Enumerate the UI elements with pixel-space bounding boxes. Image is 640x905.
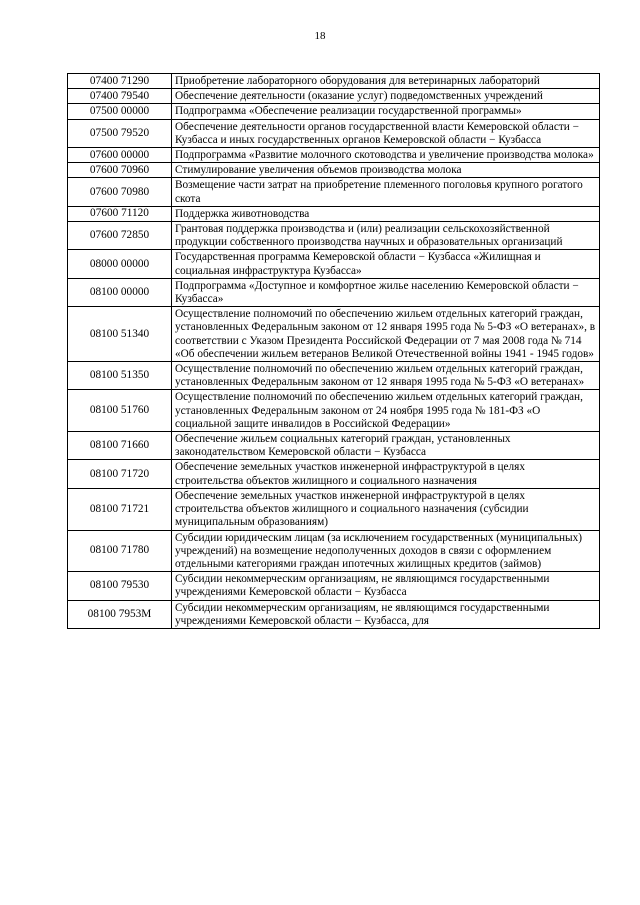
row-code: 08100 71720 (68, 460, 172, 488)
table-row (68, 390, 600, 432)
table-row (68, 89, 600, 104)
row-code: 07400 79540 (68, 89, 172, 104)
row-code: 08100 79530 (68, 572, 172, 600)
row-name: Стимулирование увеличения объемов производства молока (172, 163, 600, 178)
table-row (68, 206, 600, 221)
budget-classification-table (67, 73, 600, 629)
table-row (68, 119, 600, 147)
table-row (68, 362, 600, 390)
table-row (68, 74, 600, 89)
row-code: 08100 51340 (68, 307, 172, 362)
table-row (68, 460, 600, 488)
row-name: Подпрограмма «Доступное и комфортное жилье населению Кемеровской области − Кузбасса» (172, 278, 600, 306)
row-code: 08100 7953М (68, 600, 172, 628)
row-name: Осуществление полномочий по обеспечению жильем отдельных категорий граждан, установленных Федеральным законом от 12 января 1995 года № 5-ФЗ «О ветеранах», в соответствии с Указом Президента Российской Федерации от 7 мая 2008 года № 714 «Об обеспечении жильем ветеранов Великой Отечественной войны 1941 - 1945 годов» (172, 307, 600, 362)
table-row (68, 278, 600, 306)
row-code: 08000 00000 (68, 250, 172, 278)
table-row (68, 600, 600, 628)
row-code: 08100 71780 (68, 530, 172, 572)
row-name: Субсидии юридическим лицам (за исключением государственных (муниципальных) учреждений) на возмещение недополученных доходов в связи с оформлением отдельными категориями граждан ипотечных жилищных кредитов (займов) (172, 530, 600, 572)
row-name: Обеспечение деятельности органов государственной власти Кемеровской области − Кузбасса и иных государственных органов Кемеровской области − Кузбасса (172, 119, 600, 147)
row-name: Обеспечение деятельности (оказание услуг) подведомственных учреждений (172, 89, 600, 104)
page-number: 18 (314, 30, 326, 42)
row-name: Субсидии некоммерческим организациям, не являющимся государственными учреждениями Кемеровской области − Кузбасса (172, 572, 600, 600)
row-code: 07500 00000 (68, 104, 172, 119)
row-code: 08100 00000 (68, 278, 172, 306)
table-body (68, 74, 600, 629)
table-row (68, 104, 600, 119)
row-code: 07600 71120 (68, 206, 172, 221)
row-code: 08100 51760 (68, 390, 172, 432)
row-name: Грантовая поддержка производства и (или) реализации сельскохозяйственной продукции собственного производства научных и образовательных организаций (172, 222, 600, 250)
row-name: Осуществление полномочий по обеспечению жильем отдельных категорий граждан, установленных Федеральным законом от 24 ноября 1995 года № 181-ФЗ «О социальной защите инвалидов в Российской Федерации» (172, 390, 600, 432)
row-name: Обеспечение земельных участков инженерной инфраструктурой в целях строительства объектов жилищного и социального назначения (субсидии муниципальным образованиям) (172, 488, 600, 530)
table-row (68, 432, 600, 460)
table-row (68, 307, 600, 362)
row-name: Подпрограмма «Развитие молочного скотоводства и увеличение производства молока» (172, 148, 600, 163)
table-row (68, 250, 600, 278)
table-row (68, 488, 600, 530)
table-row (68, 572, 600, 600)
row-name: Обеспечение земельных участков инженерной инфраструктурой в целях строительства объектов жилищного и социального назначения (172, 460, 600, 488)
row-name: Приобретение лабораторного оборудования для ветеринарных лабораторий (172, 74, 600, 89)
row-code: 08100 71660 (68, 432, 172, 460)
row-name: Возмещение части затрат на приобретение племенного поголовья крупного рогатого скота (172, 178, 600, 206)
row-code: 07600 00000 (68, 148, 172, 163)
table-row (68, 178, 600, 206)
row-code: 07600 72850 (68, 222, 172, 250)
row-code: 07600 70960 (68, 163, 172, 178)
row-name: Поддержка животноводства (172, 206, 600, 221)
row-code: 08100 71721 (68, 488, 172, 530)
row-name: Подпрограмма «Обеспечение реализации государственной программы» (172, 104, 600, 119)
table-row (68, 148, 600, 163)
table-row (68, 163, 600, 178)
row-name: Субсидии некоммерческим организациям, не являющимся государственными учреждениями Кемеровской области − Кузбасса, для (172, 600, 600, 628)
row-code: 07400 71290 (68, 74, 172, 89)
row-code: 07500 79520 (68, 119, 172, 147)
row-name: Осуществление полномочий по обеспечению жильем отдельных категорий граждан, установленных Федеральным законом от 12 января 1995 года № 5-ФЗ «О ветеранах» (172, 362, 600, 390)
row-name: Государственная программа Кемеровской области − Кузбасса «Жилищная и социальная инфраструктура Кузбасса» (172, 250, 600, 278)
row-code: 07600 70980 (68, 178, 172, 206)
table-row (68, 530, 600, 572)
row-name: Обеспечение жильем социальных категорий граждан, установленных законодательством Кемеровской области − Кузбасса (172, 432, 600, 460)
table-row (68, 222, 600, 250)
row-code: 08100 51350 (68, 362, 172, 390)
